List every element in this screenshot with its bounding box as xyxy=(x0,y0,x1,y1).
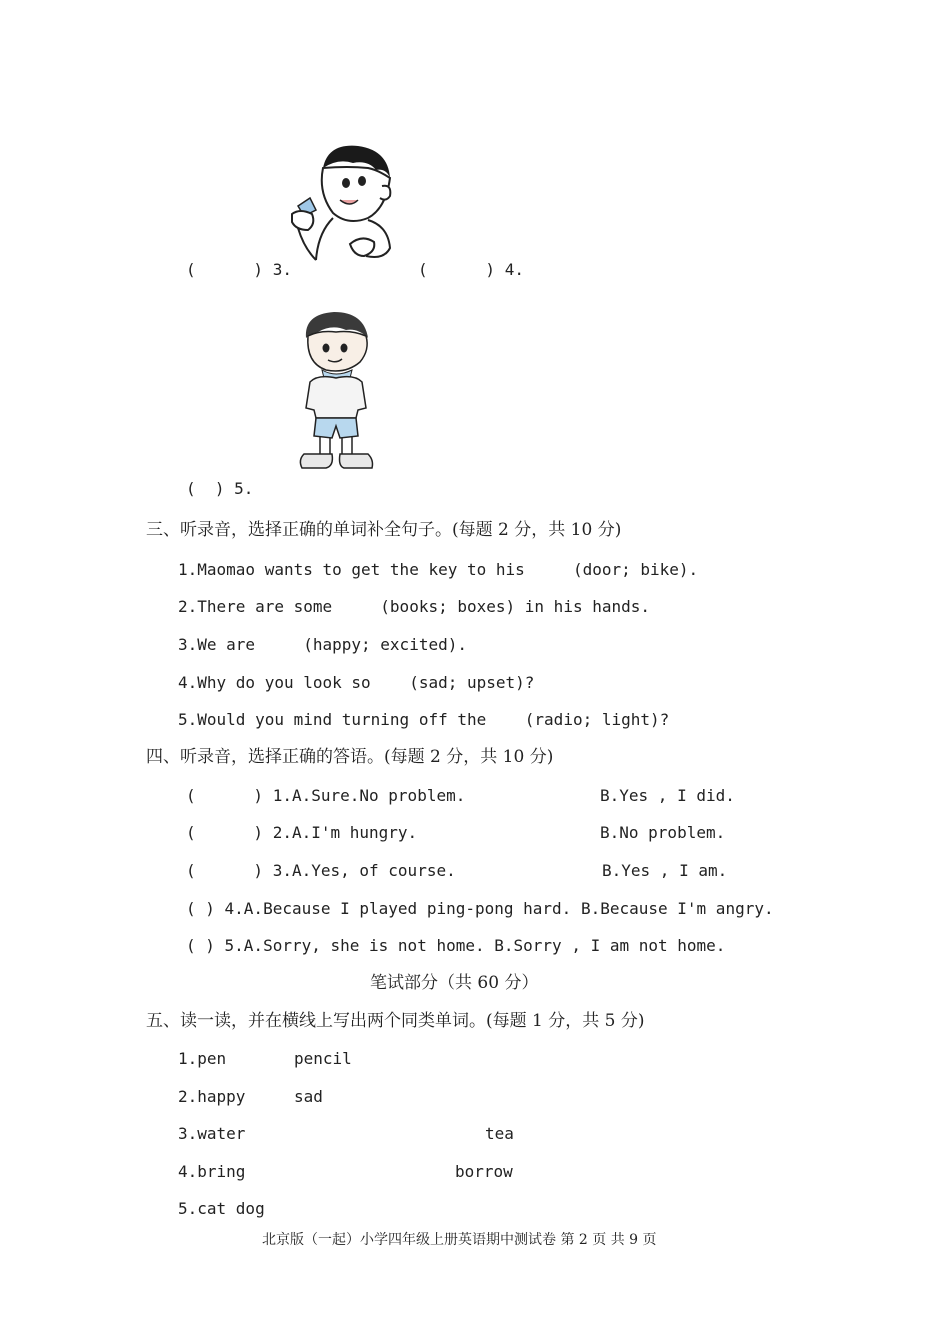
section-5-item-3-word: 3.water xyxy=(178,1124,246,1143)
section-5-item-1-example: pencil xyxy=(294,1049,352,1068)
question-5-answer-paren[interactable]: ( ) 5. xyxy=(186,479,254,498)
section-4-item-4: ( ) 4.A.Because I played ping-pong hard. B.Because I'm angry. xyxy=(186,899,774,918)
section-4-item-3-option-b: B.Yes , I am. xyxy=(602,861,728,880)
page-footer: 北京版（一起）小学四年级上册英语期中测试卷 第 2 页 共 9 页 xyxy=(262,1232,657,1248)
section-3-item-5: 5.Would you mind turning off the (radio; light)? xyxy=(178,710,670,729)
boy-eating-illustration xyxy=(278,138,408,268)
boy-standing-illustration xyxy=(296,308,386,473)
section-5-item-4-example: borrow xyxy=(455,1162,513,1181)
written-part-title: 笔试部分（共 60 分） xyxy=(370,973,539,993)
section-3-item-3: 3.We are (happy; excited). xyxy=(178,635,467,654)
section-5-item-1-word: 1.pen xyxy=(178,1049,227,1068)
section-5-item-2-word: 2.happy xyxy=(178,1087,246,1106)
section-4-item-1: ( ) 1.A.Sure.No problem. xyxy=(186,786,466,805)
section-5-heading: 五、读一读，并在横线上写出两个同类单词。(每题 1 分，共 5 分) xyxy=(146,1011,645,1031)
question-3-answer-paren[interactable]: ( ) 3. xyxy=(186,260,292,279)
section-4-heading: 四、听录音，选择正确的答语。(每题 2 分，共 10 分) xyxy=(146,747,554,767)
section-5-item-4-word: 4.bring xyxy=(178,1162,246,1181)
section-3-item-2: 2.There are some (books; boxes) in his hands. xyxy=(178,597,651,616)
section-5-item-2-example: sad xyxy=(294,1087,323,1106)
section-5-item-3-example: tea xyxy=(485,1124,514,1143)
section-5-item-5-word: 5.cat dog xyxy=(178,1199,265,1218)
section-4-item-3: ( ) 3.A.Yes, of course. xyxy=(186,861,456,880)
section-3-item-4: 4.Why do you look so (sad; upset)? xyxy=(178,673,535,692)
section-4-item-1-option-b: B.Yes , I did. xyxy=(600,786,735,805)
section-3-item-1: 1.Maomao wants to get the key to his (door; bike). xyxy=(178,560,699,579)
section-4-item-5: ( ) 5.A.Sorry, she is not home. B.Sorry , I am not home. xyxy=(186,936,726,955)
section-4-item-2-option-b: B.No problem. xyxy=(600,823,726,842)
section-3-heading: 三、听录音，选择正确的单词补全句子。(每题 2 分，共 10 分) xyxy=(146,520,622,540)
question-4-answer-paren[interactable]: ( ) 4. xyxy=(418,260,524,279)
section-4-item-2: ( ) 2.A.I'm hungry. xyxy=(186,823,418,842)
